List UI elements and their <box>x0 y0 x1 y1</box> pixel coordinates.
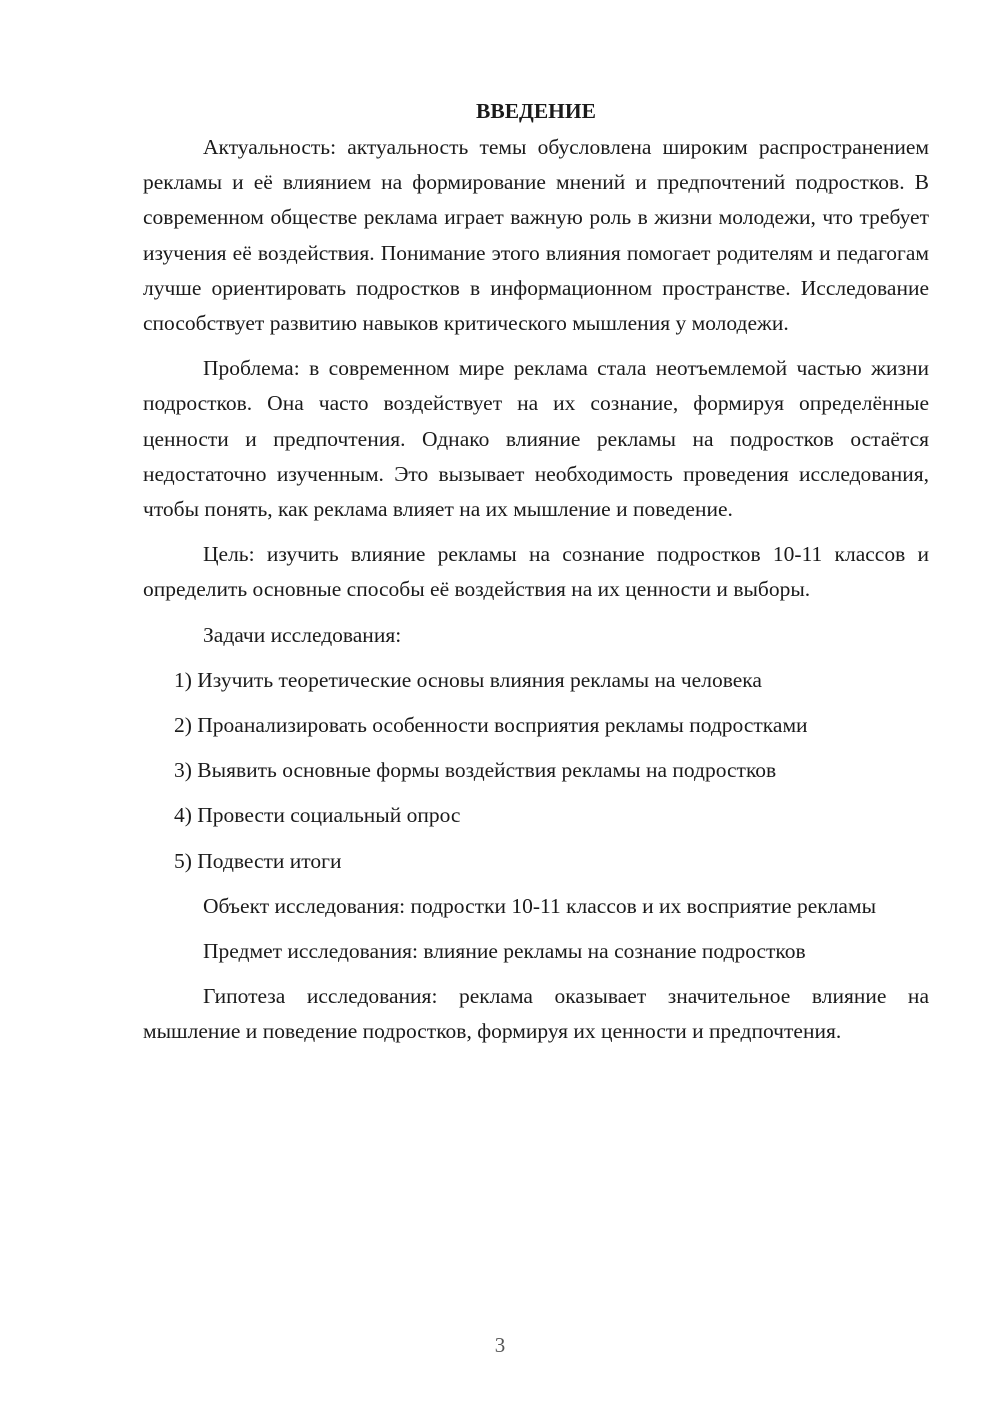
paragraph-subject: Предмет исследования: влияние рекламы на сознание подростков <box>203 939 806 964</box>
page-body <box>143 92 929 1060</box>
list-item: 3) Выявить основные формы воздействия рекламы на подростков <box>174 758 777 783</box>
page-title: ВВЕДЕНИЕ <box>476 99 596 123</box>
list-item: 1) Изучить теоретические основы влияния рекламы на человека <box>174 667 762 692</box>
list-item: 5) Подвести итоги <box>174 848 342 873</box>
page-number: 3 <box>494 1333 506 1357</box>
tasks-list <box>143 663 929 879</box>
paragraph-hypothesis: Гипотеза исследования: реклама оказывает значительное влияние на мышление и поведение подростков, формируя их ценности и предпочтения. <box>143 984 929 1044</box>
list-item: 4) Провести социальный опрос <box>174 803 461 828</box>
paragraph-relevance: Актуальность: актуальность темы обусловлена широким распространением рекламы и её влиянием на формирование мнений и предпочтений подростков. В современном обществе реклама играет важную роль в жизни молодежи, что требует изучения её воздействия. Понимание этого влияния помогает родителям и педагогам лучше ориентировать подростков в информационном пространстве. Исследование способствует развитию навыков критического мышления у молодежи. <box>143 135 929 336</box>
paragraph-goal: Цель: изучить влияние рекламы на сознание подростков 10-11 классов и определить основные способы её воздействия на их ценности и выборы. <box>143 542 929 602</box>
list-item: 2) Проанализировать особенности восприятия рекламы подростками <box>174 713 808 738</box>
paragraph-problem: Проблема: в современном мире реклама стала неотъемлемой частью жизни подростков. Она часто воздействует на их сознание, формируя определённые ценности и предпочтения. Однако влияние рекламы на подростков остаётся недостаточно изученным. Это вызывает необходимость проведения исследования, чтобы понять, как реклама влияет на их мышление и поведение. <box>143 356 929 522</box>
paragraph-object: Объект исследования: подростки 10-11 классов и их восприятие рекламы <box>203 893 877 918</box>
tasks-heading: Задачи исследования: <box>203 622 402 647</box>
